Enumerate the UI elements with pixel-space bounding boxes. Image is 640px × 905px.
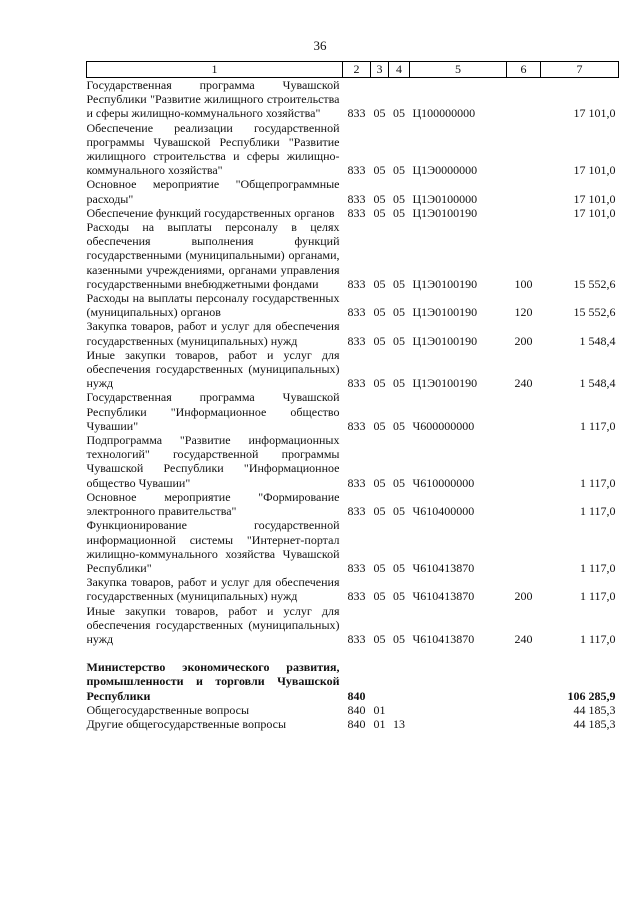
- row-name: Основное мероприятие "Формирование электронного правительства": [86, 489, 340, 519]
- ministry-code: 833: [347, 205, 366, 220]
- ministry-code: 833: [347, 376, 366, 391]
- row-name: Закупка товаров, работ и услуг для обеспечения государственных (муниципальных) нужд: [86, 575, 340, 604]
- expense-type-code: 100: [514, 276, 533, 291]
- section-code: 05: [373, 276, 386, 291]
- row-name: Расходы на выплаты персоналу в целях обеспечения выполнения функций государственными (муниципальными) органами, казенными учреждениями, органами управления государственными внебюджетными фондами: [86, 220, 340, 291]
- page-number: 36: [313, 38, 327, 53]
- subsection-code: 05: [393, 305, 405, 320]
- row-name: Основное мероприятие "Общепрограммные расходы": [86, 177, 340, 206]
- expense-type-code: [507, 518, 541, 575]
- ministry-code: 833: [347, 475, 366, 490]
- ministry-code: 833: [347, 276, 366, 291]
- table-body: [87, 78, 619, 732]
- table-row: [87, 490, 619, 518]
- target-item-code: Ч610413870: [412, 589, 475, 604]
- expense-type-code: [507, 177, 541, 205]
- target-item-code: Ц100000000: [412, 106, 476, 121]
- expense-type-code: [507, 390, 541, 433]
- table-row: [87, 220, 619, 291]
- row-spacer: [87, 646, 619, 660]
- ministry-code: 833: [347, 163, 366, 178]
- table-row: [87, 703, 619, 717]
- table-row: [87, 660, 619, 703]
- amount: 17 101,0: [573, 106, 616, 121]
- section-code: 05: [373, 475, 386, 490]
- row-name: Иные закупки товаров, работ и услуг для обеспечения государственных (муниципальных) нужд: [86, 347, 340, 391]
- target-item-code: Ц1Э0100190: [412, 276, 478, 291]
- subsection-code: 05: [393, 589, 405, 604]
- target-item-code: Ц1Э0000000: [412, 163, 478, 178]
- ministry-code: 833: [347, 305, 366, 320]
- table-row: [87, 121, 619, 178]
- amount: 15 552,6: [573, 276, 616, 291]
- row-name: Министерство экономического развития, промышленности и торговли Чувашской Республики: [86, 660, 340, 703]
- table-row: [87, 433, 619, 490]
- subsection-code: 05: [393, 560, 405, 575]
- amount: 1 117,0: [579, 504, 616, 519]
- expense-type-code: 120: [514, 305, 533, 320]
- target-item-code: [410, 703, 507, 717]
- section-code: 05: [373, 106, 386, 121]
- target-item-code: Ч610413870: [412, 631, 475, 646]
- ministry-code: 833: [347, 418, 366, 433]
- section-code: [371, 660, 389, 703]
- expense-type-code: [507, 433, 541, 490]
- expense-type-code: 200: [514, 589, 533, 604]
- subsection-code: 05: [393, 504, 405, 519]
- expense-type-code: [507, 78, 541, 121]
- expense-type-code: [507, 490, 541, 518]
- subsection-code: 05: [393, 163, 405, 178]
- target-item-code: [410, 717, 507, 731]
- subsection-code: 05: [393, 631, 405, 646]
- target-item-code: Ц1Э0100000: [412, 191, 478, 206]
- amount: 1 117,0: [579, 589, 616, 604]
- header-col-1: 1: [87, 62, 343, 78]
- target-item-code: Ц1Э0100190: [412, 205, 478, 220]
- ministry-code: 833: [347, 589, 366, 604]
- expense-type-code: [507, 703, 541, 717]
- section-code: 05: [373, 333, 386, 348]
- table-row: [87, 319, 619, 347]
- section-code: 05: [373, 305, 386, 320]
- subsection-code: 05: [393, 475, 405, 490]
- section-code: 05: [373, 589, 386, 604]
- ministry-code: 833: [347, 504, 366, 519]
- section-code: 05: [373, 504, 386, 519]
- expense-type-code: 240: [514, 631, 533, 646]
- subsection-code: 05: [393, 191, 405, 206]
- header-col-4: 4: [389, 62, 410, 78]
- target-item-code: Ч610000000: [412, 475, 475, 490]
- row-name: Закупка товаров, работ и услуг для обеспечения государственных (муниципальных) нужд: [86, 319, 340, 348]
- expense-type-code: [507, 717, 541, 731]
- expense-type-code: [507, 206, 541, 220]
- amount: 1 117,0: [579, 631, 616, 646]
- table-header: [87, 62, 619, 78]
- table-row: [87, 206, 619, 220]
- expense-type-code: 200: [514, 333, 533, 348]
- section-code: 05: [373, 560, 386, 575]
- target-item-code: Ч600000000: [412, 418, 475, 433]
- section-code: 05: [373, 631, 386, 646]
- subsection-code: 05: [393, 205, 405, 220]
- subsection-code: 05: [393, 418, 405, 433]
- header-col-2: 2: [343, 62, 371, 78]
- subsection-code: 05: [393, 276, 405, 291]
- amount: 1 548,4: [579, 376, 616, 391]
- table-row: [87, 177, 619, 205]
- section-code: 05: [373, 163, 386, 178]
- target-item-code: Ц1Э0100190: [412, 305, 478, 320]
- ministry-code: 833: [347, 560, 366, 575]
- section-code: 05: [373, 376, 386, 391]
- ministry-code: 840: [347, 688, 366, 703]
- section-code: 05: [373, 418, 386, 433]
- row-name: Другие общегосударственные вопросы: [86, 716, 287, 731]
- row-name: Расходы на выплаты персоналу государственных (муниципальных) органов: [86, 291, 340, 320]
- subsection-code: 05: [393, 376, 405, 391]
- budget-table: [86, 61, 619, 731]
- amount: 106 285,9: [567, 688, 616, 703]
- section-code: 01: [373, 716, 386, 731]
- amount: 1 548,4: [579, 333, 616, 348]
- amount: 17 101,0: [573, 205, 616, 220]
- subsection-code: [389, 660, 410, 703]
- table-row: [87, 717, 619, 731]
- amount: 17 101,0: [573, 163, 616, 178]
- row-name: Государственная программа Чувашской Республики "Информационное общество Чувашии": [86, 390, 340, 433]
- header-col-5: 5: [410, 62, 507, 78]
- expense-type-code: 240: [514, 376, 533, 391]
- target-item-code: Ч610413870: [412, 560, 475, 575]
- header-col-7: 7: [541, 62, 619, 78]
- expense-type-code: [507, 660, 541, 703]
- header-col-3: 3: [371, 62, 389, 78]
- section-code: 05: [373, 205, 386, 220]
- ministry-code: 833: [347, 631, 366, 646]
- amount: 17 101,0: [573, 191, 616, 206]
- expense-type-code: [507, 121, 541, 178]
- amount: 15 552,6: [573, 305, 616, 320]
- table-row: [87, 575, 619, 603]
- amount: 1 117,0: [579, 560, 616, 575]
- section-code: 05: [373, 191, 386, 206]
- header-col-6: 6: [507, 62, 541, 78]
- ministry-code: 833: [347, 106, 366, 121]
- table-row: [87, 291, 619, 319]
- ministry-code: 840: [347, 716, 366, 731]
- row-name: Обеспечение реализации государственной программы Чувашской Республики "Развитие жилищного строительства и сферы жилищно-коммунального хозяйства": [86, 120, 340, 178]
- row-name: Государственная программа Чувашской Республики "Развитие жилищного строительства и сферы жилищно-коммунального хозяйства": [86, 78, 340, 121]
- ministry-code: 833: [347, 191, 366, 206]
- row-name: Обеспечение функций государственных органов: [86, 205, 335, 220]
- ministry-code: 833: [347, 333, 366, 348]
- table-row: [87, 604, 619, 647]
- target-item-code: Ч610400000: [412, 504, 475, 519]
- row-name: Общегосударственные вопросы: [86, 702, 250, 717]
- row-name: Иные закупки товаров, работ и услуг для обеспечения государственных (муниципальных) нужд: [86, 603, 340, 646]
- subsection-code: 05: [393, 106, 405, 121]
- amount: 44 185,3: [573, 716, 616, 731]
- target-item-code: Ц1Э0100190: [412, 376, 478, 391]
- row-name: Функционирование государственной информационной системы "Интернет-портал жилищно-коммунального хозяйства Чувашской Республики": [86, 518, 340, 575]
- table-row: [87, 390, 619, 433]
- target-item-code: [410, 660, 507, 703]
- subsection-code: 05: [393, 333, 405, 348]
- amount: 1 117,0: [579, 475, 616, 490]
- table-row: [87, 518, 619, 575]
- ministry-code: 840: [347, 702, 366, 717]
- table-row: [87, 348, 619, 391]
- section-code: 01: [373, 702, 386, 717]
- subsection-code: 13: [393, 716, 405, 731]
- target-item-code: Ц1Э0100190: [412, 333, 478, 348]
- row-name: Подпрограмма "Развитие информационных технологий" государственной программы Чувашской Республики "Информационное общество Чувашии": [86, 433, 340, 490]
- table-row: [87, 78, 619, 121]
- amount: 1 117,0: [579, 418, 616, 433]
- amount: 44 185,3: [573, 702, 616, 717]
- subsection-code: [389, 703, 410, 717]
